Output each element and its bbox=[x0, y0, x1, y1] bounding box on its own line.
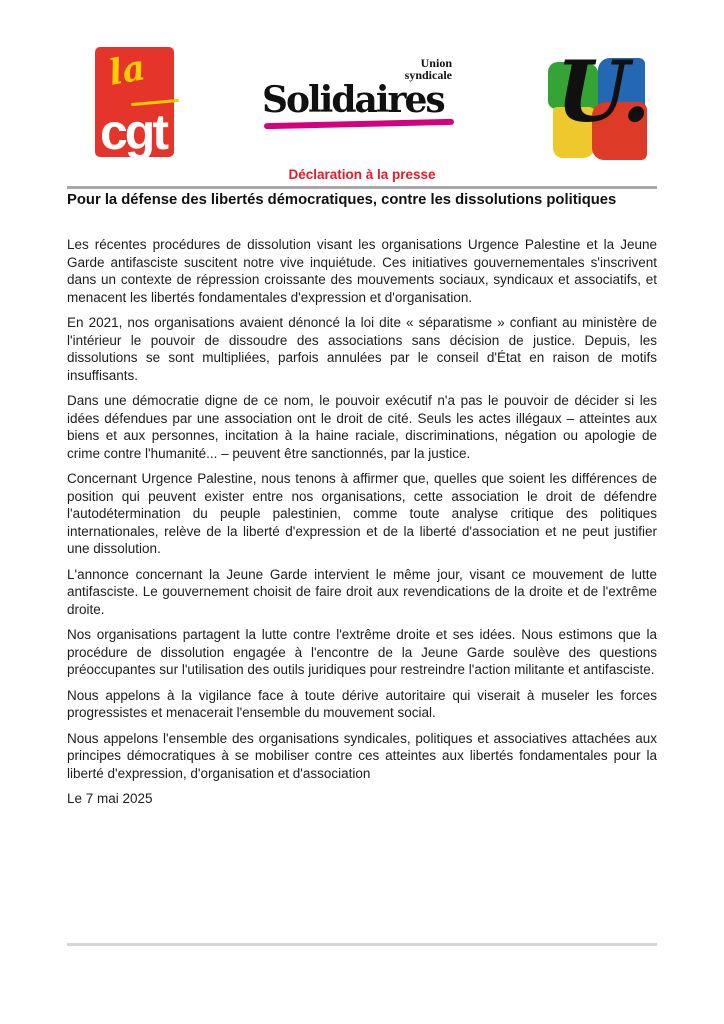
body-paragraph: En 2021, nos organisations avaient dénoncé la loi dite « séparatisme » confiant au ministère de l'intérieur le pouvoir de dissoudre des associations sans décision de justice. Depuis, les dissolutions se sont multipliées, parfois annulées par le conseil d'État en raison de motifs insuffisants. bbox=[67, 315, 657, 383]
body-paragraph: Nous appelons l'ensemble des organisations syndicales, politiques et associatives attachées aux principes démocratiques à se mobiliser contre ces atteintes aux libertés fondamentales pour la liberté d'expression, d'organisation et d'association bbox=[67, 730, 657, 781]
body-paragraph: Les récentes procédures de dissolution visant les organisations Urgence Palestine et la Jeune Garde antifasciste suscitent notre vive inquiétude. Ces initiatives gouvernementales s'inscrivent dans un contexte de répression croissante des mouvements sociaux, syndicaux et associatifs, et menacent les libertés fondamentales d'expression et d'organisation. bbox=[67, 237, 657, 305]
cgt-wordmark: cgt bbox=[100, 104, 166, 160]
union-syndicale-label bbox=[262, 57, 458, 81]
document-body bbox=[67, 236, 657, 808]
document-date: Le 7 mai 2025 bbox=[67, 791, 153, 806]
declaration-label: Déclaration à la presse bbox=[288, 167, 436, 182]
body-paragraph: Nous appelons à la vigilance face à toute dérive autoritaire qui viserait à museler les forces progressistes et menacerait l'ensemble du mouvement social. bbox=[67, 687, 657, 720]
document-title: Pour la défense des libertés démocratiques, contre les dissolutions politiques bbox=[67, 192, 617, 208]
body-paragraph: Dans une démocratie digne de ce nom, le pouvoir exécutif n'a pas le pouvoir de décider si les idées défendues par une association ont le droit de cité. Seuls les actes illégaux – atteintes aux biens et aux personnes, incitation à la haine raciale, discriminations, négation ou apologie de crime contre l'humanité... – peuvent être sanctionnés, par la justice. bbox=[67, 393, 657, 461]
bottom-divider-rule bbox=[67, 943, 657, 946]
union-line: Union bbox=[420, 56, 452, 70]
body-paragraph: L'annonce concernant la Jeune Garde intervient le même jour, visant ce mouvement de lutte antifasciste. Le gouvernement choisit de faire droit aux revendications de la droite et de l'extrême droite. bbox=[67, 566, 657, 617]
cgt-logo bbox=[95, 47, 174, 160]
body-paragraph: Nos organisations partagent la lutte contre l'extrême droite et ses idées. Nous estimons que la procédure de dissolution engagée à l'encontre de la Jeune Garde soulève des questions préoccupantes sur l'utilisation des outils juridiques pour restreindre l'action militante et antifasciste. bbox=[67, 627, 657, 677]
cgt-la-script: la bbox=[105, 47, 149, 94]
fsu-logo bbox=[548, 42, 651, 160]
solidaires-logo bbox=[262, 57, 458, 127]
syndicale-line: syndicale bbox=[404, 68, 452, 82]
fsu-u-letter: U. bbox=[556, 42, 651, 141]
body-paragraph: Concernant Urgence Palestine, nous tenons à affirmer que, quelles que soient les différences de position qui peuvent exister entre nos organisations, cette association le droit de défendre l'autodétermination du peuple palestinien, comme toute analyse critique des politiques internationales, relève de la liberté d'expression et de la liberté d'association et ne peut justifier une dissolution. bbox=[67, 471, 657, 556]
top-divider-rule bbox=[67, 186, 657, 189]
solidaires-wordmark: Solidaires bbox=[262, 79, 444, 121]
